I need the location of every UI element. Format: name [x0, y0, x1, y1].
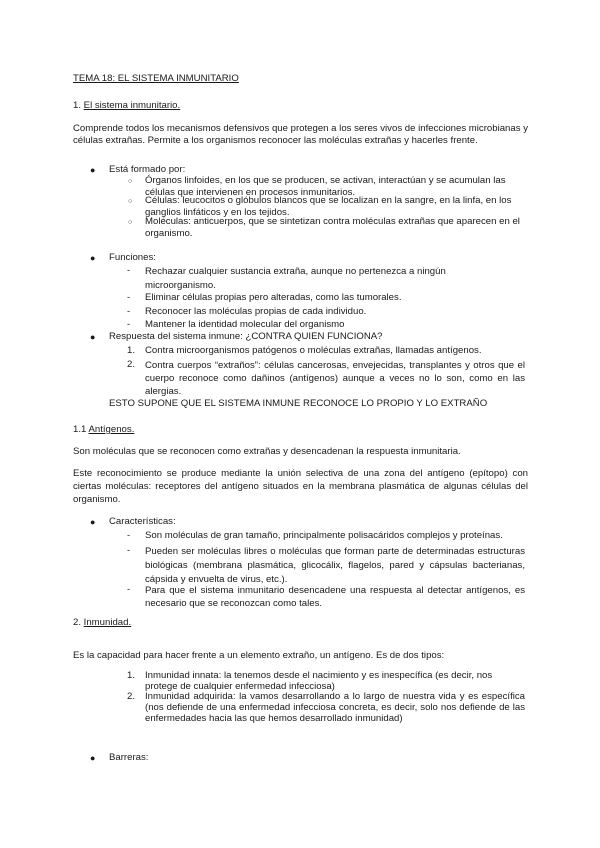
antigenos-p1: Son moléculas que se reconocen como extrañas y desencadenan la respuesta inmunitaria. [73, 446, 461, 457]
bullet-icon: ● [90, 517, 96, 527]
formado-label: Está formado por: [109, 164, 186, 175]
caracteristicas-label: Características: [109, 516, 176, 527]
caracteristicas-item: Pueden ser moléculas libres o moléculas que forman parte de determinadas estructuras biológicas (membrana plasmática, glicocálix, flagelos, pared y cápsulas bacterianas, cápsida y envuelta de virus, etc.). [145, 546, 525, 585]
dash-bullet-icon: - [127, 265, 131, 276]
caracteristicas-item: Son moléculas de gran tamaño, principalmente polisacáridos complejos y proteínas. [145, 530, 503, 541]
funciones-item: Mantener la identidad molecular del organismo [145, 319, 345, 330]
list-number: 2. [127, 359, 136, 370]
dash-bullet-icon: - [127, 584, 131, 595]
barreras-label: Barreras: [109, 752, 149, 763]
circle-bullet-icon: ○ [128, 178, 133, 185]
dash-bullet-icon: - [127, 545, 131, 556]
inmunidad-item: Inmunidad adquirida: la vamos desarrollando a lo largo de nuestra vida y es específica (nos defiende de una enfermedad infecciosa concreta, es decir, solo nos defiende de las enfermedades hacia las que hemos desarrollado inmunidad) [145, 691, 525, 724]
funciones-item: Reconocer las moléculas propias de cada individuo. [145, 306, 367, 317]
bullet-icon: ● [90, 753, 96, 763]
bullet-icon: ● [90, 165, 96, 175]
respuesta-label: Respuesta del sistema inmune: ¿CONTRA QUIEN FUNCIONA? [109, 331, 383, 342]
respuesta-item: Contra cuerpos “extraños”: células cancerosas, envejecidas, transplantes y otros que el cuerpo reconoce como dañinos (antígenos) aunque a veces no lo son, como en las alergias. [145, 360, 525, 397]
section-1-heading: 1. El sistema inmunitario. [73, 100, 181, 111]
inmunidad-item: Inmunidad innata: la tenemos desde el nacimiento y es inespecífica (es decir, nos protege de cualquier enfermedad infecciosa) [145, 670, 493, 692]
section-1-intro: Comprende todos los mecanismos defensivos que protegen a los seres vivos de infecciones microbianas y células extrañas. Permite a los organismos reconocer las moléculas extrañas y hacerles frente. [73, 123, 528, 146]
antigenos-p2: Este reconocimiento se produce mediante la unión selectiva de una zona del antígeno (epítopo) con ciertas moléculas: receptores del antígeno situados en la membrana plasmática de algunas células del organismo. [73, 468, 528, 505]
dash-bullet-icon: - [127, 306, 131, 317]
list-number: 1. [127, 345, 136, 356]
section-1-conclusion: ESTO SUPONE QUE EL SISTEMA INMUNE RECONOCE LO PROPIO Y LO EXTRAÑO [109, 398, 488, 409]
document-title: TEMA 18: EL SISTEMA INMUNITARIO [73, 73, 239, 84]
bullet-icon: ● [90, 253, 96, 263]
dash-bullet-icon: - [127, 292, 131, 303]
dash-bullet-icon: - [127, 530, 131, 541]
funciones-item: Eliminar células propias pero alteradas, como las tumorales. [145, 292, 402, 303]
section-1-1-heading: 1.1 Antígenos. [73, 424, 135, 435]
funciones-label: Funciones: [109, 252, 156, 263]
caracteristicas-item: Para que el sistema inmunitario desencadene una respuesta al detectar antígenos, es necesario que se reconozcan como tales. [145, 585, 525, 609]
list-number: 2. [127, 691, 136, 702]
inmunidad-intro: Es la capacidad para hacer frente a un elemento extraño, un antígeno. Es de dos tipos: [73, 650, 445, 661]
section-2-heading: 2. Inmunidad. [73, 617, 132, 628]
respuesta-item: Contra microorganismos patógenos o moléculas extrañas, llamadas antígenos. [145, 345, 482, 356]
formado-item: Órganos linfoides, en los que se producen, se activan, interactúan y se acumulan las células que intervienen en procesos inmunitarios. [145, 175, 506, 198]
dash-bullet-icon: - [127, 319, 131, 330]
list-number: 1. [127, 670, 136, 681]
bullet-icon: ● [90, 332, 96, 342]
formado-item: Células: leucocitos o glóbulos blancos que se localizan en la sangre, en la linfa, en los ganglios linfáticos y en los tejidos. [145, 195, 512, 218]
circle-bullet-icon: ○ [128, 219, 133, 226]
circle-bullet-icon: ○ [128, 198, 133, 205]
formado-item: Moléculas: anticuerpos, que se sintetizan contra moléculas extrañas que aparecen en el organismo. [145, 216, 520, 239]
funciones-item: Rechazar cualquier sustancia extraña, aunque no pertenezca a ningún microorganismo. [145, 266, 446, 291]
